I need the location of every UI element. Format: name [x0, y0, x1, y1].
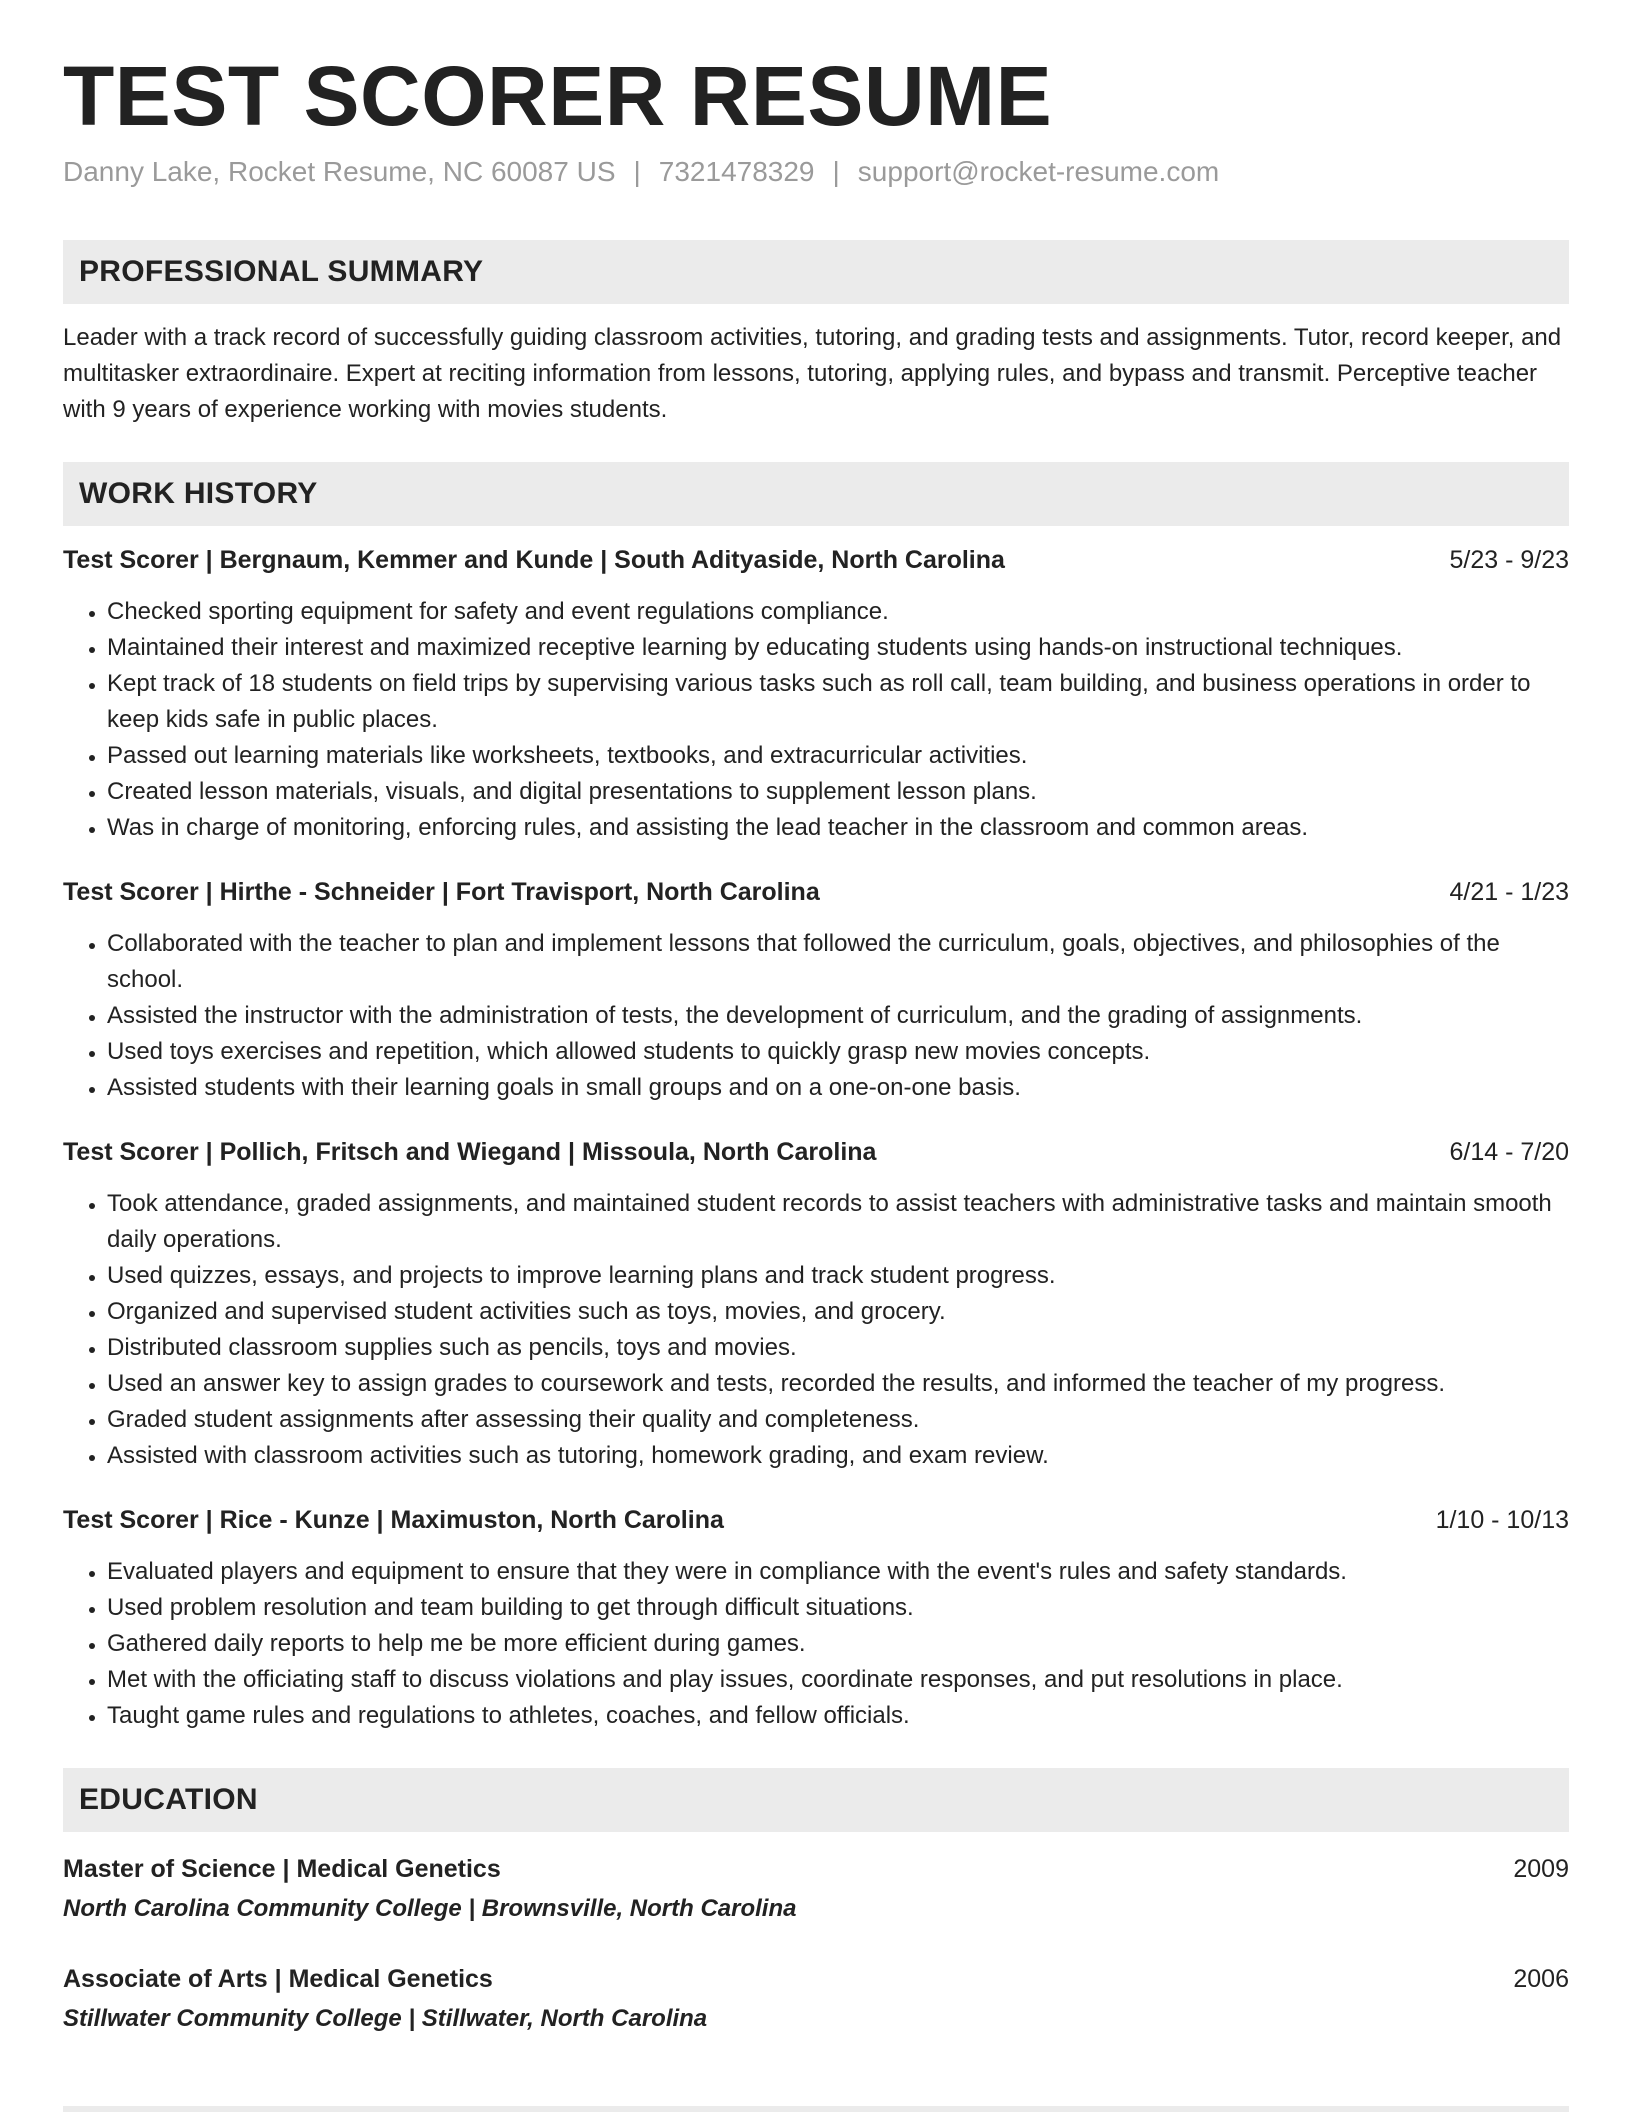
- job-bullets: [63, 1554, 1569, 1734]
- job-bullet: • Used toys exercises and repetition, which allowed students to quickly grasp new movies concepts.: [107, 1034, 1569, 1070]
- job-bullet: • Was in charge of monitoring, enforcing rules, and assisting the lead teacher in the classroom and common areas.: [107, 810, 1569, 846]
- education-year: 2009: [1513, 1855, 1569, 1884]
- resume-title: TEST SCORER RESUME: [63, 49, 1053, 143]
- work-heading: WORK HISTORY: [79, 477, 318, 511]
- job-bullet: • Assisted the instructor with the administration of tests, the development of curriculum, and the grading of assignments.: [107, 998, 1569, 1034]
- job-header: [63, 544, 1569, 576]
- job-bullet: • Taught game rules and regulations to athletes, coaches, and fellow officials.: [107, 1698, 1569, 1734]
- job-bullet: • Used an answer key to assign grades to coursework and tests, recorded the results, and informed the teacher of my progress.: [107, 1366, 1569, 1402]
- job-dates: 6/14 - 7/20: [1449, 1138, 1569, 1167]
- education-entry: [63, 1852, 1569, 1928]
- job-entry: [63, 544, 1569, 846]
- education-school: North Carolina Community College | Brownsville, North Carolina: [63, 1895, 797, 1923]
- education-heading: EDUCATION: [79, 1783, 258, 1817]
- education-header: [63, 1852, 1569, 1886]
- contact-line: [63, 156, 1569, 188]
- job-header: [63, 1504, 1569, 1536]
- job-bullet: • Used quizzes, essays, and projects to improve learning plans and track student progress.: [107, 1258, 1569, 1294]
- job-bullet: • Collaborated with the teacher to plan and implement lessons that followed the curriculum, goals, objectives, and philosophies of the school.: [107, 926, 1569, 998]
- job-bullets: [63, 926, 1569, 1106]
- job-title: Test Scorer | Bergnaum, Kemmer and Kunde | South Adityaside, North Carolina: [63, 546, 1005, 575]
- job-bullet: • Used problem resolution and team building to get through difficult situations.: [107, 1590, 1569, 1626]
- job-header: [63, 876, 1569, 908]
- education-entry: [63, 1962, 1569, 2038]
- summary-section-header: [63, 240, 1569, 304]
- job-bullet: • Evaluated players and equipment to ensure that they were in compliance with the event's rules and safety standards.: [107, 1554, 1569, 1590]
- summary-text: Leader with a track record of successfully guiding classroom activities, tutoring, and grading tests and assignments. Tutor, record keeper, and multitasker extraordinaire. Expert at reciting information from lessons, tutoring, applying rules, and bypass and transmit. Perceptive teacher with 9 years of experience working with movies students.: [63, 324, 1562, 424]
- job-bullet: • Took attendance, graded assignments, and maintained student records to assist teachers with administrative tasks and maintain smooth daily operations.: [107, 1186, 1569, 1258]
- job-title: Test Scorer | Hirthe - Schneider | Fort Travisport, North Carolina: [63, 878, 820, 907]
- job-dates: 5/23 - 9/23: [1449, 546, 1569, 575]
- contact-phone: 7321478329: [658, 156, 815, 188]
- job-bullet: • Distributed classroom supplies such as pencils, toys and movies.: [107, 1330, 1569, 1366]
- job-title: Test Scorer | Rice - Kunze | Maximuston, North Carolina: [63, 1506, 724, 1535]
- education-section-header: [63, 1768, 1569, 1832]
- job-bullet: • Gathered daily reports to help me be more efficient during games.: [107, 1626, 1569, 1662]
- contact-separator: |: [633, 156, 641, 188]
- job-bullet: • Passed out learning materials like worksheets, textbooks, and extracurricular activities.: [107, 738, 1569, 774]
- summary-heading: PROFESSIONAL SUMMARY: [79, 255, 484, 289]
- job-entry: [63, 876, 1569, 1106]
- job-bullet: • Kept track of 18 students on field trips by supervising various tasks such as roll call, team building, and business operations in order to keep kids safe in public places.: [107, 666, 1569, 738]
- education-school: Stillwater Community College | Stillwater, North Carolina: [63, 2005, 708, 2033]
- contact-separator: |: [832, 156, 840, 188]
- bottom-divider: [63, 2106, 1569, 2112]
- job-bullet: • Graded student assignments after assessing their quality and completeness.: [107, 1402, 1569, 1438]
- work-section-header: [63, 462, 1569, 526]
- job-bullets: [63, 1186, 1569, 1474]
- contact-email: support@rocket-resume.com: [857, 156, 1220, 188]
- job-bullet: • Met with the officiating staff to discuss violations and play issues, coordinate responses, and put resolutions in place.: [107, 1662, 1569, 1698]
- contact-address: Danny Lake, Rocket Resume, NC 60087 US: [63, 156, 616, 188]
- education-degree: Associate of Arts | Medical Genetics: [63, 1965, 493, 1994]
- job-bullet: • Checked sporting equipment for safety and event regulations compliance.: [107, 594, 1569, 630]
- job-entry: [63, 1136, 1569, 1474]
- job-bullet: • Organized and supervised student activities such as toys, movies, and grocery.: [107, 1294, 1569, 1330]
- education-degree: Master of Science | Medical Genetics: [63, 1855, 501, 1884]
- job-bullet: • Assisted students with their learning goals in small groups and on a one-on-one basis.: [107, 1070, 1569, 1106]
- job-entry: [63, 1504, 1569, 1734]
- job-dates: 1/10 - 10/13: [1435, 1506, 1569, 1535]
- education-header: [63, 1962, 1569, 1996]
- job-bullet: • Maintained their interest and maximized receptive learning by educating students using hands-on instructional techniques.: [107, 630, 1569, 666]
- job-bullet: • Created lesson materials, visuals, and digital presentations to supplement lesson plans.: [107, 774, 1569, 810]
- job-bullet: • Assisted with classroom activities such as tutoring, homework grading, and exam review.: [107, 1438, 1569, 1474]
- job-bullets: [63, 594, 1569, 846]
- job-title: Test Scorer | Pollich, Fritsch and Wiegand | Missoula, North Carolina: [63, 1138, 877, 1167]
- job-header: [63, 1136, 1569, 1168]
- job-dates: 4/21 - 1/23: [1449, 878, 1569, 907]
- education-year: 2006: [1513, 1965, 1569, 1994]
